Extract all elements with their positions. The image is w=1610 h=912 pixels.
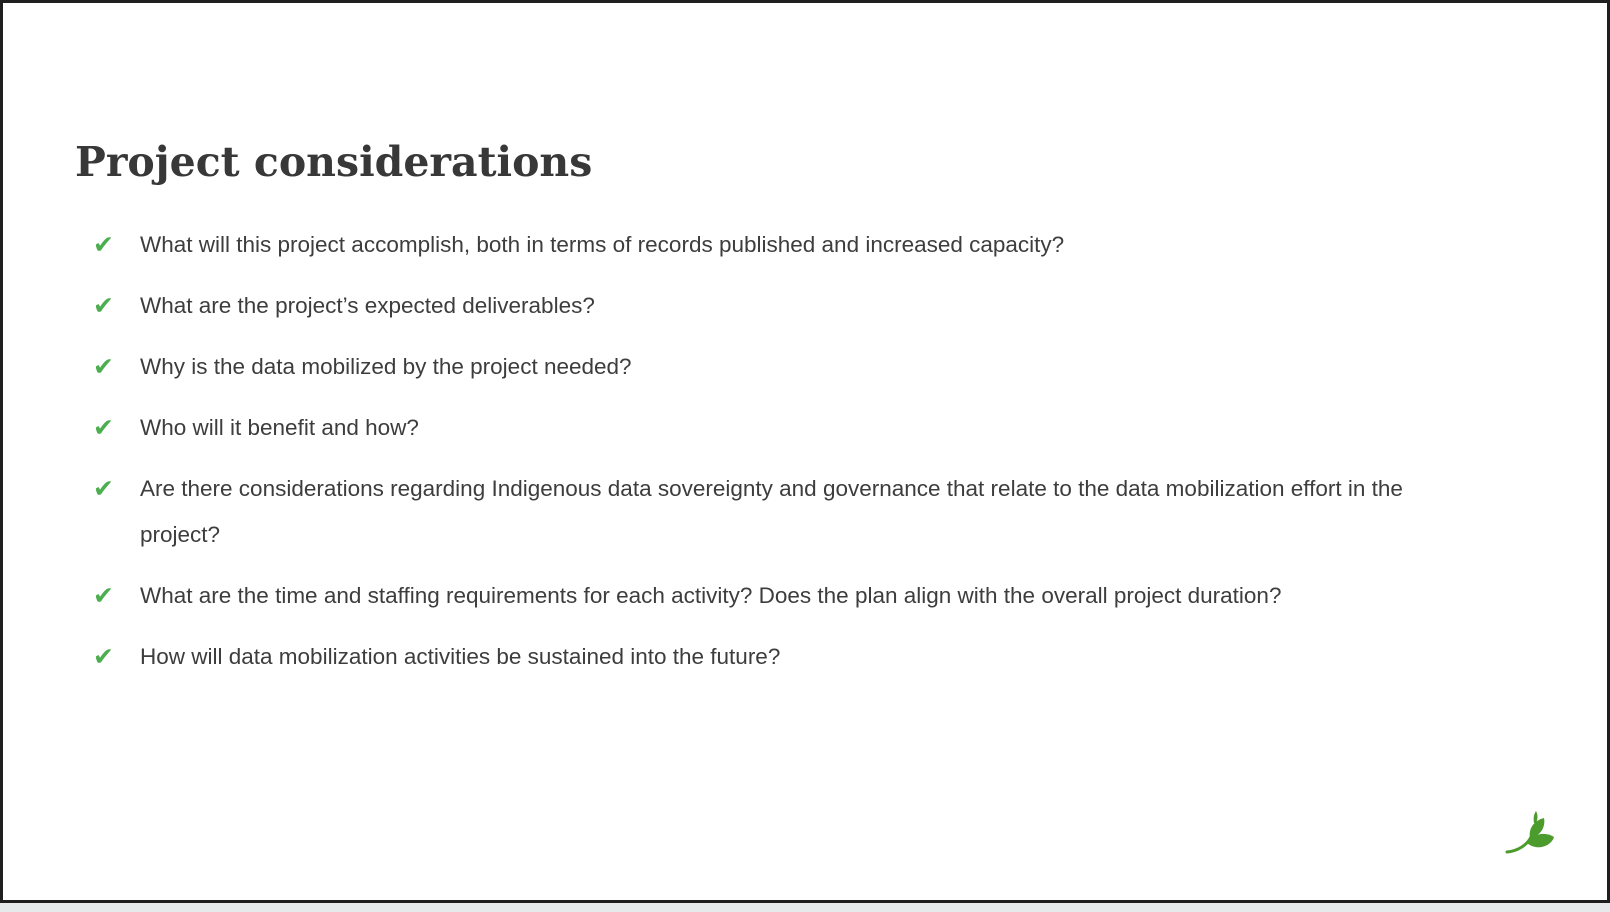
checklist-item-text: Why is the data mobilized by the project needed?: [140, 354, 632, 379]
checkmark-icon: ✔: [93, 231, 114, 259]
checklist-item-text: How will data mobilization activities be sustained into the future?: [140, 644, 781, 669]
checkmark-icon: ✔: [93, 475, 114, 503]
checklist-item-text: What will this project accomplish, both in terms of records published and increased capacity?: [140, 232, 1065, 257]
checklist-item: [93, 405, 1435, 451]
checklist-item-text: Who will it benefit and how?: [140, 415, 419, 440]
checkmark-icon: ✔: [93, 414, 114, 442]
leaf-logo-icon: [1503, 803, 1559, 859]
page-title: Project considerations: [75, 138, 593, 187]
checkmark-icon: ✔: [93, 582, 114, 610]
checklist-item: [93, 466, 1435, 558]
checklist-item-text: Are there considerations regarding Indigenous data sovereignty and governance that relate to the data mobilization effort in the project?: [140, 476, 1403, 547]
checklist-item-text: What are the project’s expected deliverables?: [140, 293, 595, 318]
checklist-item: [93, 634, 1435, 680]
checkmark-icon: ✔: [93, 292, 114, 320]
checklist-item: [93, 344, 1435, 390]
bottom-strip: [0, 903, 1610, 912]
checkmark-icon: ✔: [93, 353, 114, 381]
checkmark-icon: ✔: [93, 643, 114, 671]
checklist-item: [93, 283, 1435, 329]
checklist-item: [93, 573, 1435, 619]
checklist-item-text: What are the time and staffing requirements for each activity? Does the plan align with the overall project duration?: [140, 583, 1282, 608]
checklist: [93, 222, 1435, 695]
checklist-item: [93, 222, 1435, 268]
